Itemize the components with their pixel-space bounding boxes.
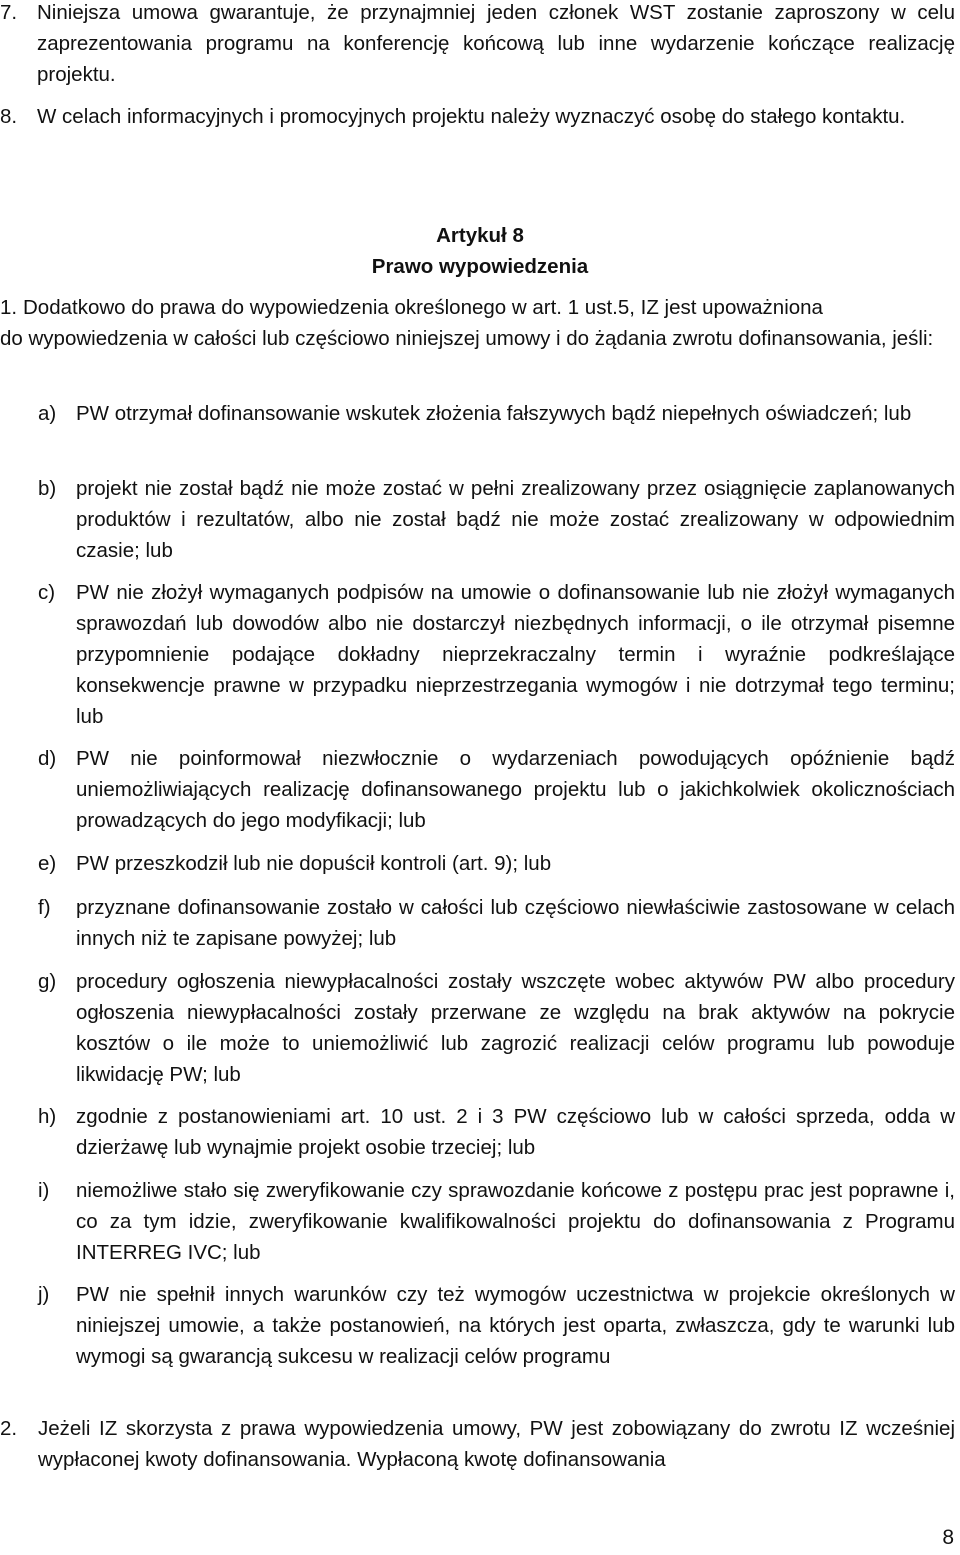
condition-j — [38, 1279, 955, 1372]
paragraph-number: 1. — [0, 296, 18, 319]
condition-g — [38, 966, 955, 1090]
condition-h — [38, 1101, 955, 1163]
condition-text: PW otrzymał dofinansowanie wskutek złożenia fałszywych bądź niepełnych oświadczeń; lub — [76, 402, 912, 425]
list-item-number: 7. — [0, 1, 18, 24]
condition-letter: f) — [38, 896, 51, 919]
article-title: Prawo wypowiedzenia — [371, 255, 589, 278]
list-item-7 — [0, 0, 955, 90]
list-item-text: W celach informacyjnych i promocyjnych projektu należy wyznaczyć osobę do stałego kontaktu. — [37, 105, 906, 128]
condition-b — [38, 473, 955, 566]
paragraph-text: do wypowiedzenia w całości lub częściowo niniejszej umowy i do żądania zwrotu dofinansowania, jeśli: — [0, 327, 934, 350]
condition-e — [38, 848, 955, 879]
condition-letter: d) — [38, 747, 57, 770]
condition-a — [38, 398, 955, 429]
list-item-text: Niniejsza umowa gwarantuje, że przynajmniej jeden członek WST zostanie zaproszony w celu zaprezentowania programu na konferencję końcową lub inne wydarzenie kończące realizację projektu. — [37, 1, 955, 86]
paragraph-number: 2. — [0, 1417, 18, 1440]
article-number: Artykuł 8 — [436, 224, 524, 247]
condition-text: PW nie spełnił innych warunków czy też wymogów uczestnictwa w projekcie określonych w niniejszej umowie, a także postanowień, na których jest oparta, zwłaszcza, gdy te warunki lub wymogi są gwarancją sukcesu w realizacji celów programu — [76, 1283, 955, 1368]
condition-letter: b) — [38, 477, 57, 500]
paragraph-text: Jeżeli IZ skorzysta z prawa wypowiedzenia umowy, PW jest zobowiązany do zwrotu IZ wcześniej wypłaconej kwoty dofinansowania. Wypłaconą kwotę dofinansowania — [38, 1417, 955, 1471]
condition-c — [38, 577, 955, 732]
condition-d — [38, 743, 955, 836]
paragraph-first-line: Dodatkowo do prawa do wypowiedzenia określonego w art. 1 ust.5, IZ jest upoważniona — [23, 296, 823, 319]
condition-letter: g) — [38, 970, 57, 993]
condition-letter: j) — [38, 1283, 50, 1306]
condition-text: projekt nie został bądź nie może zostać w pełni zrealizowany przez osiągnięcie zaplanowanych produktów i rezultatów, albo nie został bądź nie może zostać zrealizowany w odpowiednim czasie; lub — [76, 477, 955, 562]
page-number: 8 — [942, 1526, 954, 1549]
condition-text: PW przeszkodził lub nie dopuścił kontroli (art. 9); lub — [76, 852, 552, 875]
condition-i — [38, 1175, 955, 1268]
condition-text: procedury ogłoszenia niewypłacalności zostały wszczęte wobec aktywów PW albo procedury ogłoszenia niewypłacalności zostały przerwane ze względu na brak aktywów na pokrycie kosztów o ile może to uniemożliwić lub zagrozić realizacji celów programu lub powoduje likwidację PW; lub — [76, 970, 955, 1086]
condition-text: PW nie poinformował niezwłocznie o wydarzeniach powodujących opóźnienie bądź uniemożliwiających realizację dofinansowanego projektu lub o jakichkolwiek okolicznościach prowadzących do jego modyfikacji; lub — [76, 747, 955, 832]
condition-letter: i) — [38, 1179, 50, 1202]
condition-letter: e) — [38, 852, 57, 875]
condition-letter: h) — [38, 1105, 57, 1128]
condition-letter: c) — [38, 581, 56, 604]
condition-f — [38, 892, 955, 954]
condition-text: niemożliwe stało się zweryfikowanie czy sprawozdanie końcowe z postępu prac jest poprawne i, co za tym idzie, zweryfikowanie kwalifikowalności projektu do dofinansowania z Programu INTERREG IVC; lub — [76, 1179, 955, 1264]
condition-text: PW nie złożył wymaganych podpisów na umowie o dofinansowanie lub nie złożył wymaganych sprawozdań lub dowodów albo nie dostarczył niezbędnych informacji, o ile otrzymał pisemne przypomnienie podające dokładny nieprzekraczalny termin i wyraźnie podkreślające konsekwencje prawne w przypadku nieprzestrzegania wymogów i nie dotrzymał tego terminu; lub — [76, 581, 955, 728]
paragraph-2 — [0, 1413, 955, 1475]
paragraph-1 — [0, 292, 955, 354]
condition-letter: a) — [38, 402, 57, 425]
condition-text: przyznane dofinansowanie zostało w całości lub częściowo niewłaściwie zastosowane w celach innych niż te zapisane powyżej; lub — [76, 896, 955, 950]
list-item-number: 8. — [0, 105, 18, 128]
list-item-8 — [0, 101, 955, 132]
condition-text: zgodnie z postanowieniami art. 10 ust. 2 i 3 PW częściowo lub w całości sprzeda, odda w dzierżawę lub wynajmie projekt osobie trzeciej; lub — [76, 1105, 955, 1159]
